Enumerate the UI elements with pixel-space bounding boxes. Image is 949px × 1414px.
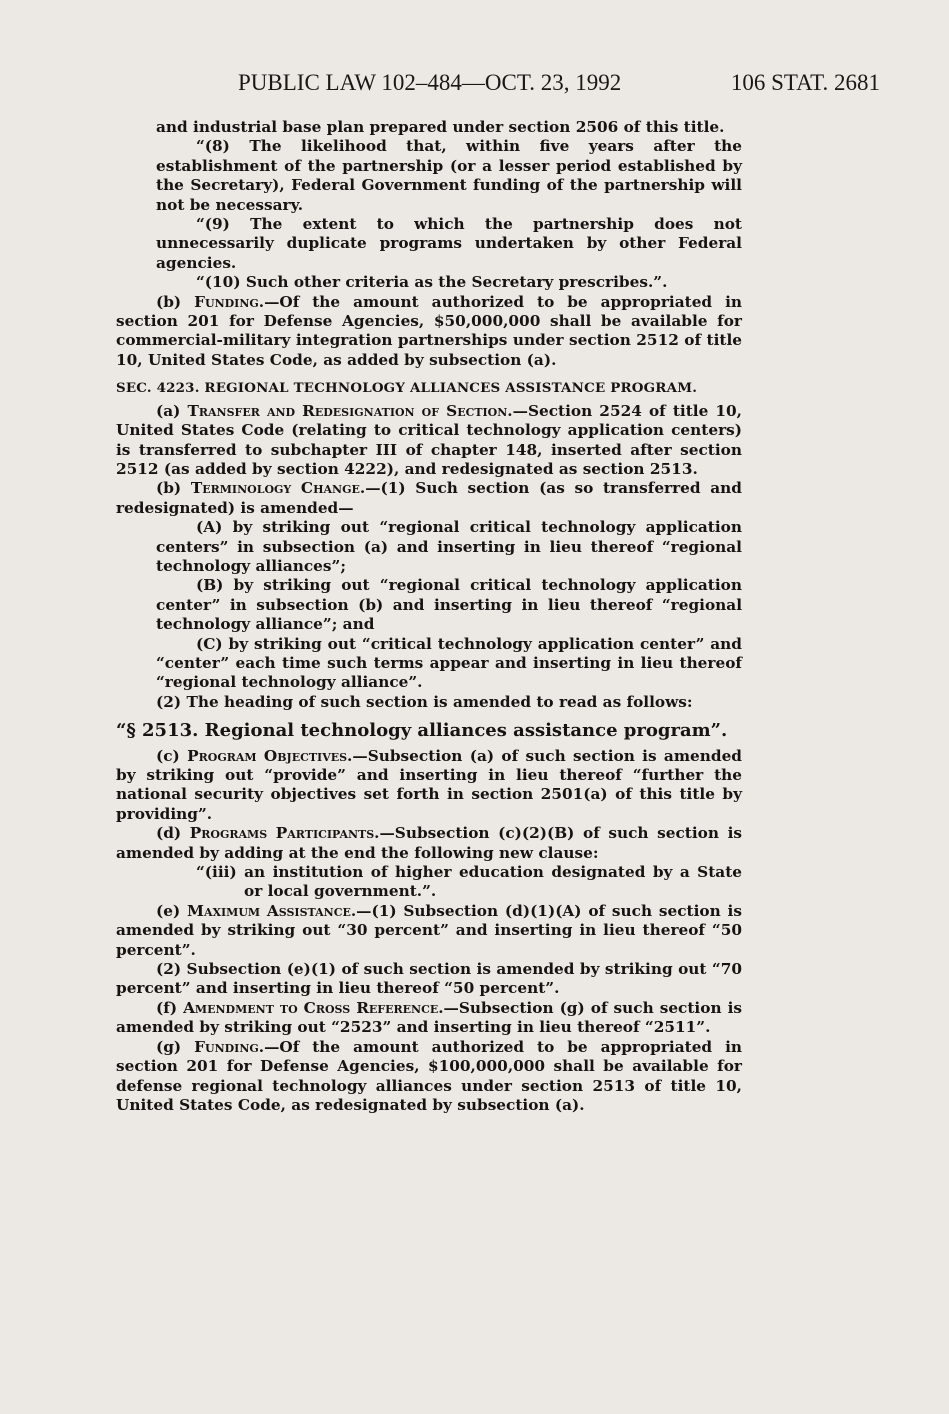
subsection-heading: Funding. <box>194 292 265 311</box>
subsection-heading: Amendment to Cross Reference. <box>183 998 444 1017</box>
subsection-heading: Program Objectives. <box>187 746 353 765</box>
subsection-text: —Of the amount authorized to be appropriated in section 201 for Defense Agencies, $50,000,000 shall be available for commercial-military integration partnerships under section 2512 of title 10, United States Code, as added by subsection (a). <box>116 292 742 369</box>
subsection-label: (f) <box>156 998 184 1017</box>
subsection-label: (a) <box>156 401 188 420</box>
subparagraph-a: (A) by striking out “regional critical technology application centers” in subsection (a) and inserting in lieu thereof “regional technology alliances”; <box>156 518 742 575</box>
subsection-label: (b) <box>156 479 191 498</box>
subsection-heading: Maximum Assistance. <box>187 901 357 920</box>
subsection-text: —Subsection (a) of such section is amended by striking out “provide” and inserting in lieu thereof “further the national security objectives set forth in section 2501(a) of this title by providing”. <box>116 746 742 823</box>
subsection-text: —Of the amount authorized to be appropriated in section 201 for Defense Agencies, $100,000,000 shall be available for defense regional technology alliances under section 2513 of title 10, United States Code, as redesignated by subsection (a). <box>116 1037 742 1114</box>
paragraph-2-heading-amendment: (2) The heading of such section is amended to read as follows: <box>156 692 693 711</box>
document-body <box>116 118 742 1115</box>
subparagraph-c: (C) by striking out “critical technology application center” and “center” each time such terms appear and inserting in lieu thereof “regional technology alliance”. <box>156 634 742 692</box>
header-citation: PUBLIC LAW 102–484—OCT. 23, 1992 <box>238 70 622 95</box>
subsection-label: (g) <box>156 1037 195 1056</box>
section-2513-heading: “§ 2513. Regional technology alliances assistance program”. <box>116 720 728 742</box>
subsection-heading: Transfer and Redesignation of Section. <box>187 401 513 420</box>
criterion-9: “(9) The extent to which the partnership does not unnecessarily duplicate programs undertaken by other Federal agencies. <box>156 215 742 272</box>
criterion-8: “(8) The likelihood that, within five years after the establishment of the partnership (or a lesser period established by the Secretary), Federal Government funding of the partnership will not be necessary. <box>156 137 742 214</box>
subsection-b-terminology <box>116 479 742 518</box>
subsection-text: —(1) Such section (as so transferred and redesignated) is amended— <box>116 479 742 517</box>
subsection-g-funding <box>116 1038 742 1116</box>
running-header <box>238 70 880 100</box>
subsection-label: (d) <box>156 824 190 843</box>
subsection-heading: Programs Participants. <box>189 824 380 843</box>
subparagraph-b: (B) by striking out “regional critical technology application center” in subsection (b) and inserting in lieu thereof “regional technology alliance”; and <box>156 576 742 634</box>
subsection-text: —Section 2524 of title 10, United States Code (relating to critical technology application centers) is transferred to subchapter III of chapter 148, inserted after section 2512 (as added by section 4222), and redesignated as section 2513. <box>116 401 742 478</box>
paragraph-continuation: and industrial base plan prepared under section 2506 of this title. <box>156 118 725 136</box>
subsection-b-funding <box>116 293 742 371</box>
subsection-text: —(1) Subsection (d)(1)(A) of such section is amended by striking out “30 percent” and inserting in lieu thereof “50 percent”. <box>116 901 742 959</box>
subsection-a-transfer <box>116 402 742 480</box>
criterion-10: “(10) Such other criteria as the Secretary prescribes.”. <box>196 273 668 292</box>
subsection-e-maximum <box>116 902 742 960</box>
subsection-label: (e) <box>156 901 188 920</box>
header-page-number: 106 STAT. 2681 <box>730 70 880 95</box>
section-heading: SEC. 4223. REGIONAL TECHNOLOGY ALLIANCES ASSISTANCE PROGRAM. <box>116 380 698 397</box>
clause-iii: “(iii) an institution of higher education designated by a State or local government.”. <box>196 863 742 901</box>
subsection-d-participants <box>116 824 742 863</box>
subsection-e-paragraph-2: (2) Subsection (e)(1) of such section is amended by striking out “70 percent” and inserting in lieu thereof “50 percent”. <box>116 960 742 998</box>
subsection-heading: Terminology Change. <box>190 479 366 498</box>
subsection-label: (b) <box>156 292 195 311</box>
subsection-label: (c) <box>156 746 188 765</box>
subsection-text: —Subsection (c)(2)(B) of such section is amended by adding at the end the following new clause: <box>116 824 742 862</box>
subsection-text: —Subsection (g) of such section is amended by striking out “2523” and inserting in lieu thereof “2511”. <box>116 998 742 1037</box>
subsection-c-objectives <box>116 747 742 825</box>
subsection-f-cross-reference <box>116 999 742 1038</box>
subsection-heading: Funding. <box>194 1037 265 1056</box>
